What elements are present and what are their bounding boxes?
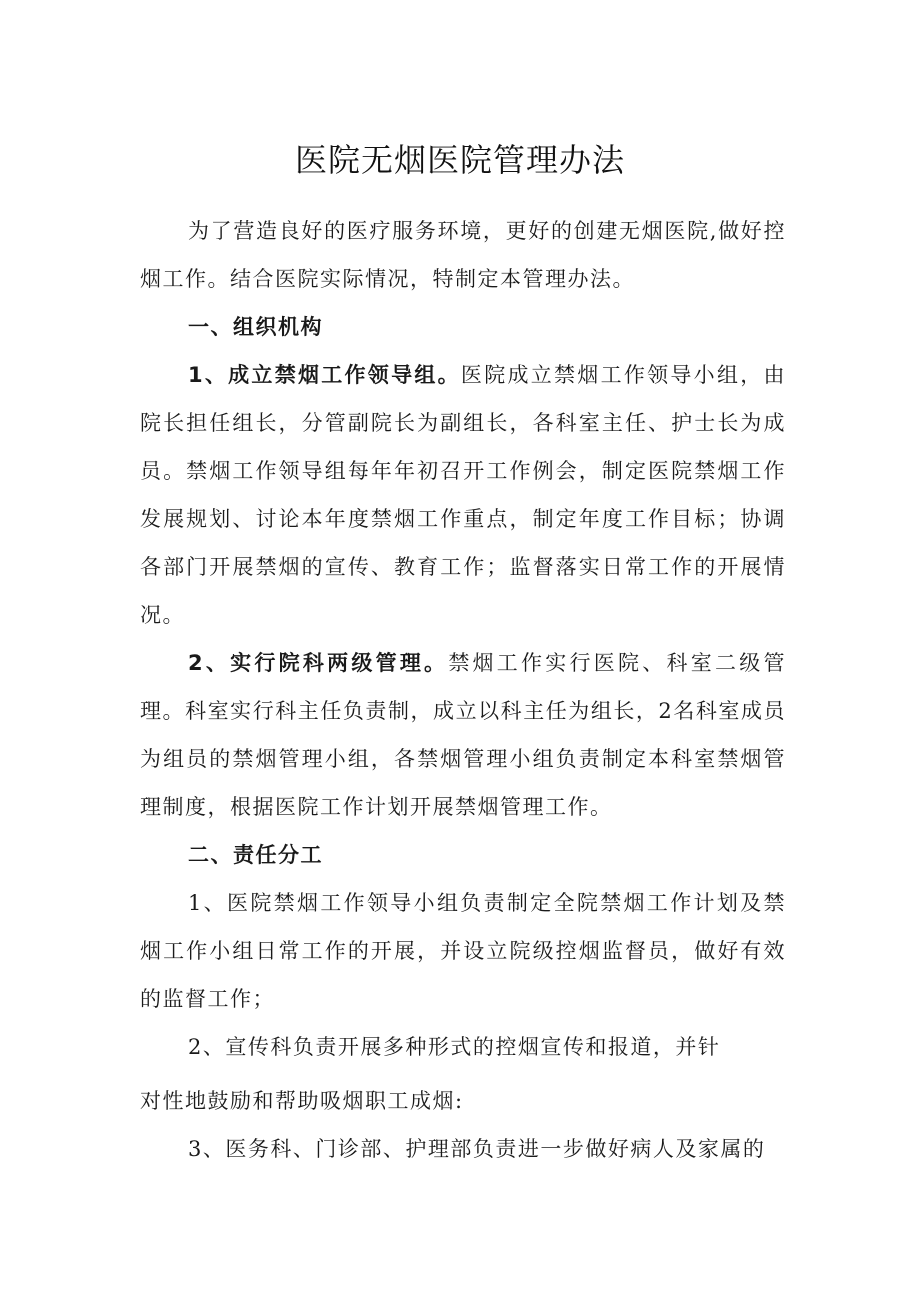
item-lead-leadership-group: 1、成立禁烟工作领导组。 [188, 363, 461, 387]
section-heading-organization: 一、组织机构 [188, 315, 323, 339]
page-title: 医院无烟医院管理办法 [294, 141, 625, 179]
paragraph-responsibility-2-line2: 对性地鼓励和帮助吸烟职工成烟: [140, 1089, 464, 1113]
paragraph-responsibility-2-line1: 2、宣传科负责开展多种形式的控烟宣传和报道，并针 [188, 1035, 721, 1059]
paragraph-responsibility-3: 3、医务科、门诊部、护理部负责进一步做好病人及家属的 [188, 1137, 766, 1161]
intro-paragraph: 为了营造良好的医疗服务环境，更好的创建无烟医院,做好控烟工作。结合医院实际情况，特制定本管理办法。 [140, 219, 786, 291]
paragraph-responsibility-1: 1、医院禁烟工作领导小组负责制定全院禁烟工作计划及禁烟工作小组日常工作的开展，并设立院级控烟监督员，做好有效的监督工作； [140, 891, 786, 1011]
section-heading-responsibilities: 二、责任分工 [188, 843, 323, 867]
item-text-leadership-group: 医院成立禁烟工作领导小组，由院长担任组长，分管副院长为副组长，各科室主任、护士长为成员。禁烟工作领导组每年年初召开工作例会，制定医院禁烟工作发展规划、讨论本年度禁烟工作重点，制定年度工作目标；协调各部门开展禁烟的宣传、教育工作；监督落实日常工作的开展情况。 [140, 363, 786, 627]
paragraph-two-level-management [140, 639, 786, 831]
paragraph-leadership-group [140, 351, 786, 639]
item-lead-two-level-management: 2、实行院科两级管理。 [188, 651, 449, 675]
item-text-two-level-management: 禁烟工作实行医院、科室二级管理。科室实行科主任负责制，成立以科主任为组长，2名科室成员为组员的禁烟管理小组，各禁烟管理小组负责制定本科室禁烟管理制度，根据医院工作计划开展禁烟管理工作。 [140, 651, 786, 819]
